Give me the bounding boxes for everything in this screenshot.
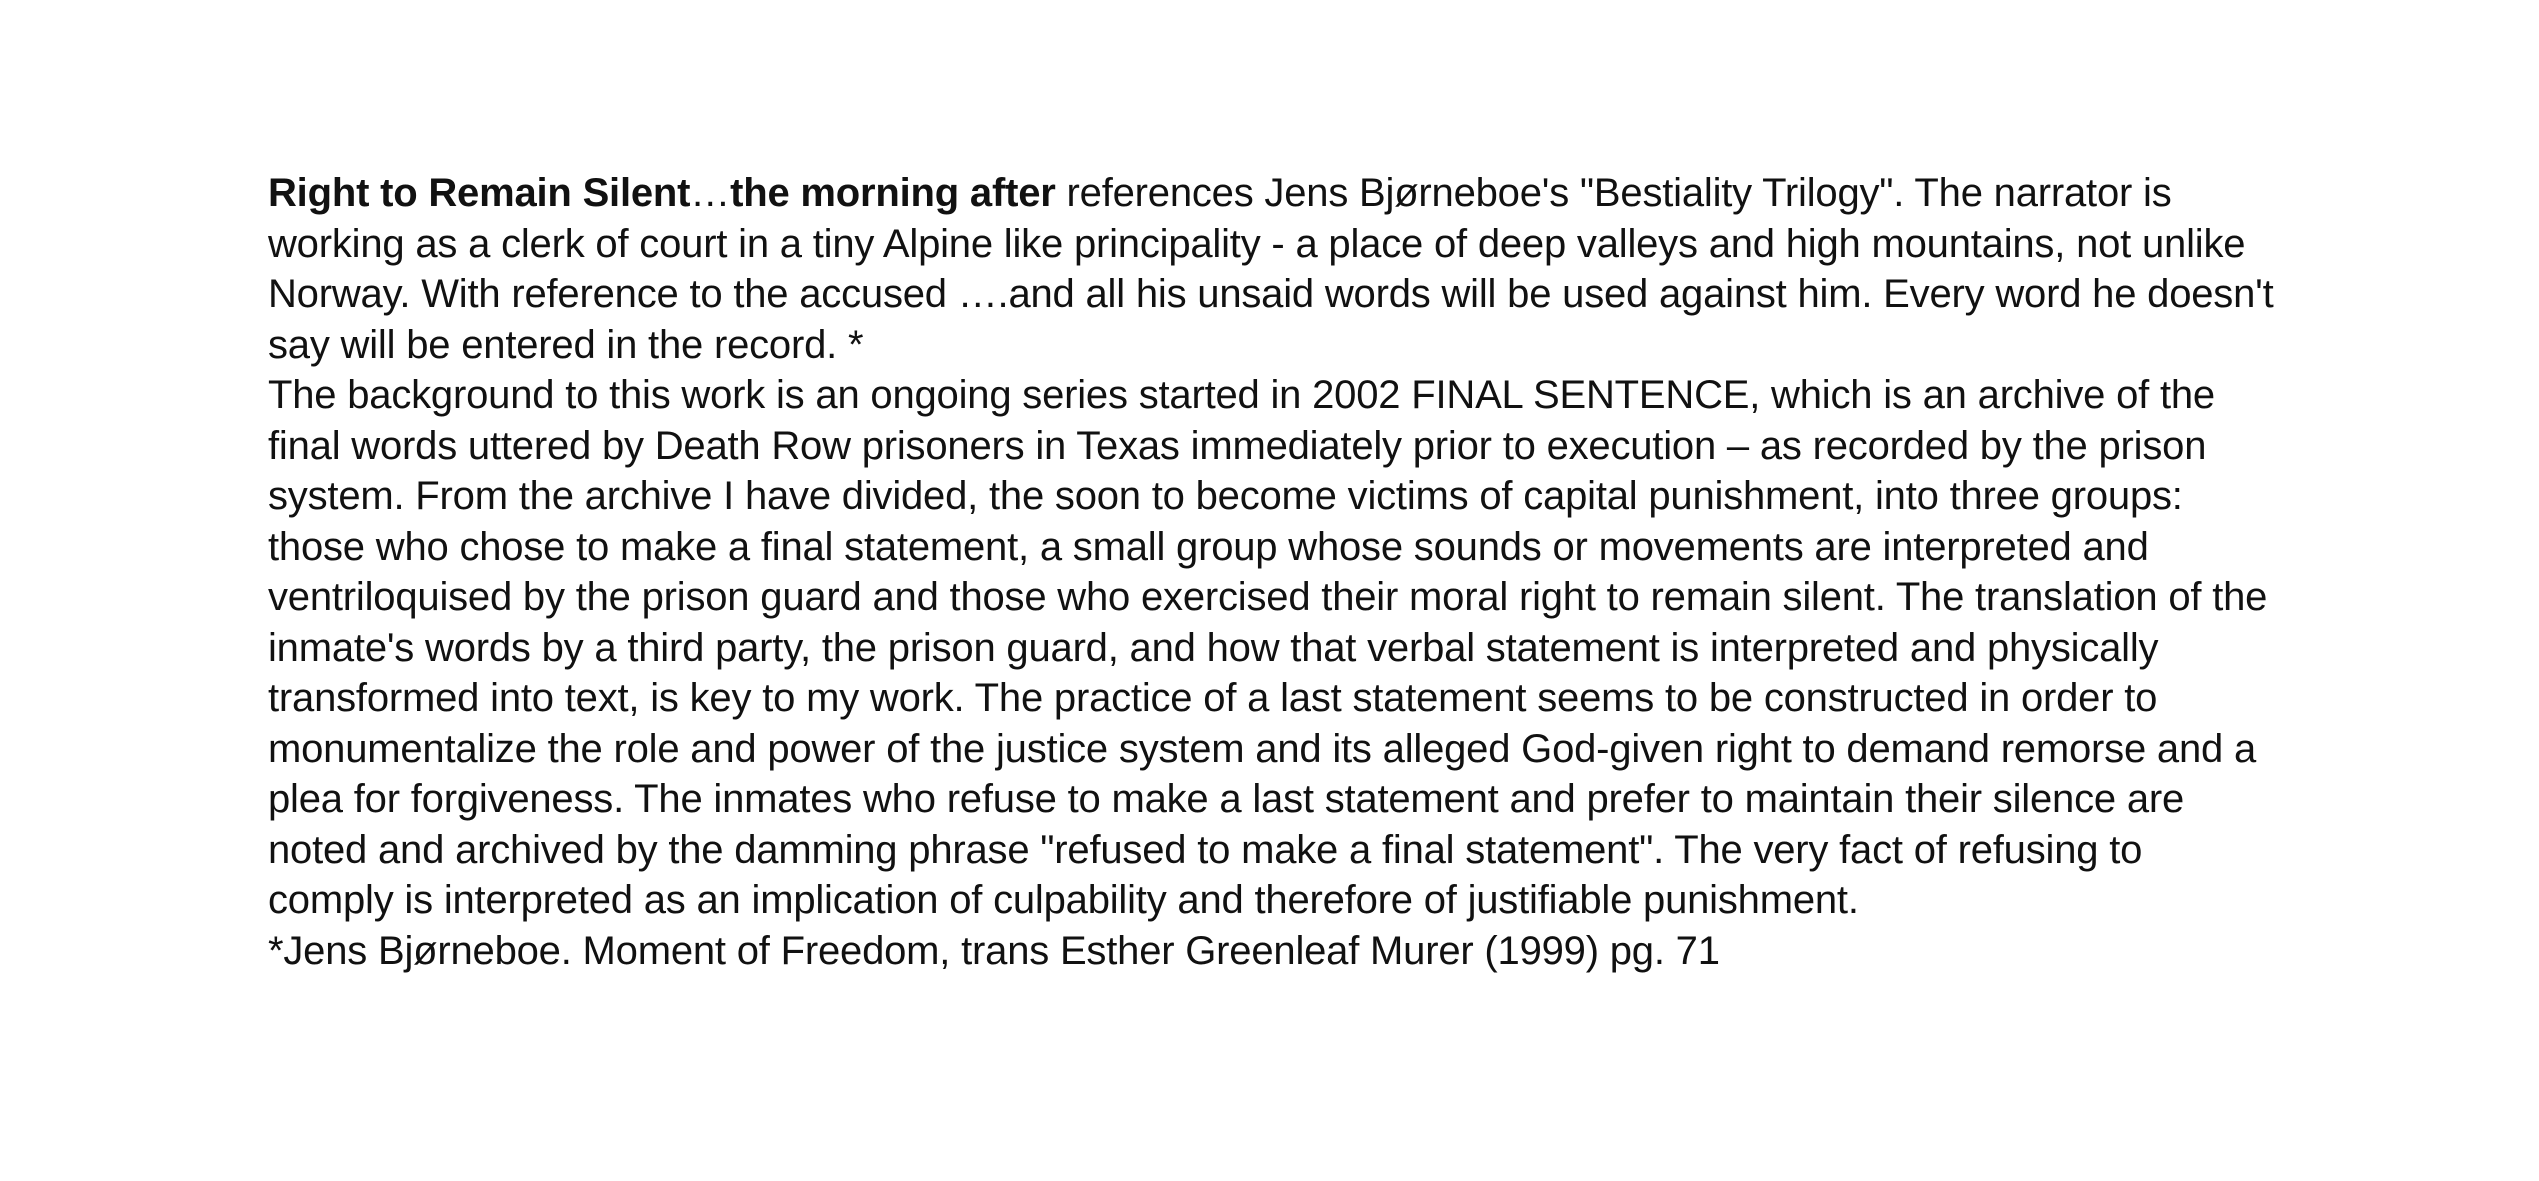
work-subtitle: the morning after <box>730 171 1056 215</box>
background-paragraph: The background to this work is an ongoing series started in 2002 FINAL SENTENCE, which is an archive of the final words uttered by Death Row prisoners in Texas immediately prior to execution – as recorded by the prison system. From the archive I have divided, the soon to become victims of capital punishment, into three groups: those who chose to make a final statement, a small group whose sounds or movements are interpreted and ventriloquised by the prison guard and those who exercised their moral right to remain silent. The translation of the inmate's words by a third party, the prison guard, and how that verbal statement is interpreted and physically transformed into text, is key to my work. The practice of a last statement seems to be constructed in order to monumentalize the role and power of the justice system and its alleged God-given right to demand remorse and a plea for forgiveness. The inmates who refuse to make a last statement and prefer to maintain their silence are noted and archived by the damming phrase "refused to make a final statement". The very fact of refusing to comply is interpreted as an implication of culpability and therefore of justifiable punishment. <box>268 373 2268 922</box>
intro-text: references Jens Bjørneboe's "Bestiality Trilogy". The narrator is working as a clerk of court in a tiny Alpine like principality - a place of deep valleys and high mountains, not unlike Norway. With reference to the accused ….and all his unsaid words will be used against him. Every word he doesn't say will be entered in the record. * <box>268 171 2274 367</box>
document-body <box>268 168 2278 976</box>
intro-paragraph <box>268 168 2278 370</box>
title-ellipsis: … <box>690 171 731 215</box>
footnote: *Jens Bjørneboe. Moment of Freedom, trans Esther Greenleaf Murer (1999) pg. 71 <box>268 928 1720 973</box>
work-title: Right to Remain Silent <box>268 171 691 215</box>
